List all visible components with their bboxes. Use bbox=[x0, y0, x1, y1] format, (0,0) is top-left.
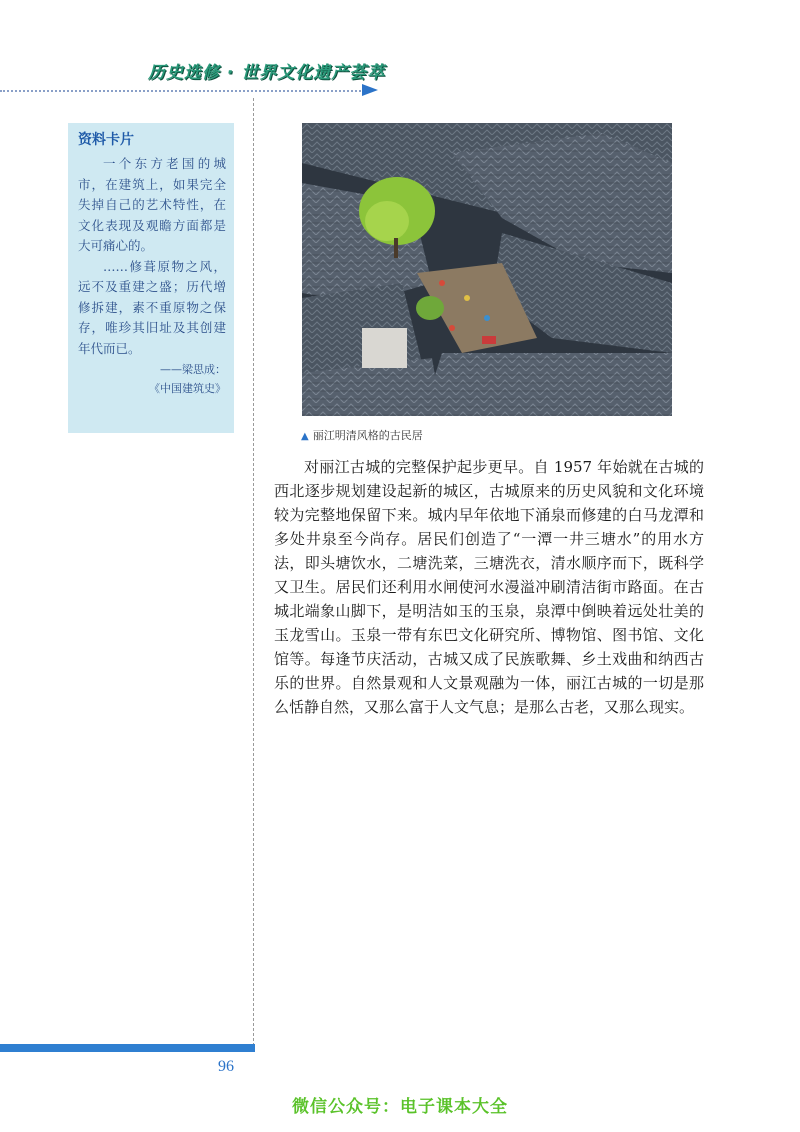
footer-bar bbox=[0, 1044, 255, 1052]
header-dotted-rule bbox=[0, 90, 372, 92]
info-card-attribution bbox=[78, 360, 226, 398]
triangle-icon: ▲ bbox=[301, 431, 309, 442]
info-card-source: 《中国建筑史》 bbox=[149, 382, 226, 395]
running-header-title: 历史选修 · 世界文化遗产荟萃 bbox=[148, 63, 386, 83]
info-card-body bbox=[78, 154, 226, 359]
photo-caption bbox=[301, 427, 423, 443]
lijiang-old-town-photo bbox=[302, 123, 672, 416]
info-card-quote-2: ……修葺原物之风，远不及重建之盛；历代增修拆建，素不重原物之保存，唯珍其旧址及其创建年代而已。 bbox=[78, 258, 226, 356]
photo-caption-text: 丽江明清风格的古民居 bbox=[312, 429, 423, 442]
wechat-watermark: 微信公众号：电子课本大全 bbox=[292, 1097, 508, 1117]
column-divider bbox=[253, 98, 254, 1046]
info-card-title: 资料卡片 bbox=[78, 132, 134, 148]
header-arrow-icon bbox=[362, 84, 378, 96]
page-number: 96 bbox=[218, 1058, 234, 1075]
info-card bbox=[68, 123, 234, 433]
info-card-author: ——梁思成： bbox=[160, 363, 226, 376]
main-paragraph: 对丽江古城的完整保护起步更早。自 1957 年始就在古城的西北逐步规划建设起新的城区，古城原来的历史风貌和文化环境较为完整地保留下来。城内早年依地下涌泉而修建的白马龙潭和多处井泉至今尚存。居民们创造了“一潭一井三塘水”的用水方法，即头塘饮水，二塘洗菜，三塘洗衣，清水顺序而下，既科学又卫生。居民们还利用水闸使河水漫溢冲刷清洁街市路面。在古城北端象山脚下，是明洁如玉的玉泉，泉潭中倒映着远处壮美的玉龙雪山。玉泉一带有东巴文化研究所、博物馆、图书馆、文化馆等。每逢节庆活动，古城又成了民族歌舞、乡土戏曲和纳西古乐的世界。自然景观和人文景观融为一体，丽江古城的一切是那么恬静自然，又那么富于人文气息；是那么古老，又那么现实。 bbox=[274, 458, 704, 716]
info-card-quote-1: 一个东方老国的城市，在建筑上，如果完全失掉自己的艺术特性，在文化表现及观瞻方面都是大可痛心的。 bbox=[78, 156, 226, 253]
